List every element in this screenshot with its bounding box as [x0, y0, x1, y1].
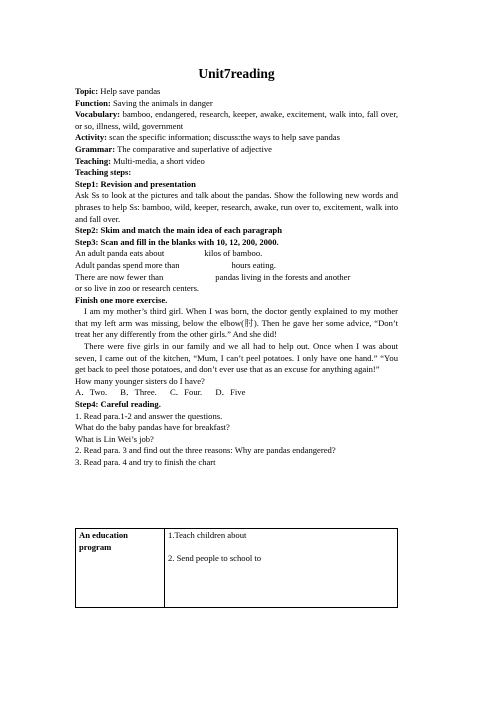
exercise-paragraph-1: I am my mother’s third girl. When I was born, the doctor gently explained to my mother that my left arm was missing, below the elbow(肘). Then he gave her some advice, “Don’t treat her any differently from the other girls.” And she did!: [75, 306, 398, 340]
option-a[interactable]: A．Two.: [75, 387, 108, 398]
step3-line4: or so live in zoo or research centers.: [75, 283, 200, 294]
option-b[interactable]: B．Three.: [120, 387, 157, 398]
step4-item2: 2. Read para. 3 and find out the three reasons: Why are pandas endangered?: [75, 445, 336, 456]
step3-heading-text: Step3: Scan and fill in the blanks with 10, 12, 200, 2000.: [75, 236, 279, 247]
topic-text: Help save pandas: [98, 86, 161, 96]
step1-heading: [75, 179, 398, 191]
vocabulary-line: [75, 109, 398, 132]
grammar-text: The comparative and superlative of adjective: [115, 143, 272, 154]
step3-line2-end: hours eating.: [231, 259, 276, 270]
step3-heading: [75, 237, 398, 249]
topic-line: [75, 86, 398, 98]
option-d[interactable]: D．Five: [215, 387, 246, 398]
topic-label: Topic:: [75, 86, 99, 96]
table-cell-actions: [165, 529, 398, 608]
step3-line2-start: Adult pandas spend more than: [75, 259, 180, 270]
vocabulary-label: Vocabulary:: [75, 109, 121, 120]
function-line: [75, 98, 398, 110]
step2-heading-text: Step2: Skim and match the main idea of each paragraph: [75, 225, 282, 236]
step4-question1: What do the baby pandas have for breakfast?: [75, 422, 230, 433]
teaching-steps-heading: [75, 167, 398, 179]
step4-item3: 3. Read para. 4 and try to finish the chart: [75, 457, 216, 467]
step4-question2: What is Lin Wei’s job?: [75, 433, 154, 444]
activity-label: Activity:: [75, 132, 107, 143]
exercise-heading-text: Finish one more exercise.: [75, 294, 168, 305]
step3-line1: [75, 248, 398, 260]
table-cell-program: An education program: [76, 529, 165, 608]
exercise-options: [75, 387, 398, 399]
action-1: 1.Teach children about: [168, 530, 247, 540]
grammar-label: Grammar:: [75, 143, 116, 154]
activity-line: [75, 132, 398, 144]
step2-heading: [75, 225, 398, 237]
step4-item1: 1. Read para.1-2 and answer the questions.: [75, 410, 223, 421]
step3-line2: [75, 260, 398, 272]
option-c[interactable]: C．Four.: [169, 387, 203, 398]
step3-line3-start: There are now fewer than: [75, 271, 164, 282]
lesson-plan-body: [75, 86, 398, 469]
activity-text: scan the specific information; discuss:the ways to help save pandas: [106, 132, 340, 143]
exercise-question: How many younger sisters do I have?: [75, 375, 205, 386]
education-program-table: [75, 528, 398, 608]
teaching-steps-label: Teaching steps:: [75, 167, 132, 178]
function-text: Saving the animals in danger: [110, 97, 213, 108]
table-row: [76, 529, 398, 608]
teaching-text: Multi-media, a short video: [110, 155, 205, 166]
page-title: Unit7reading: [198, 66, 275, 81]
step4-heading: [75, 399, 398, 411]
step3-line3: [75, 272, 398, 284]
teaching-label: Teaching:: [75, 155, 111, 166]
step3-line3-end: pandas living in the forests and another: [215, 271, 351, 282]
function-label: Function:: [75, 97, 111, 108]
exercise-paragraph-2: There were five girls in our family and we all had to help out. Once when I was about seven, I came out of the kitchen, “Mum, I can’t peel potatoes. I only have one hand.” “You get back to peel those potatoes, and don’t ever use that as an excuse for anything again!”: [75, 341, 398, 375]
step1-text: Ask Ss to look at the pictures and talk about the pandas. Show the following new words and phrases to help Ss: bamboo, wild, keeper, research, awake, run over to, excitement, walk into and fall over.: [75, 190, 398, 224]
step3-line1-start: An adult panda eats about: [75, 248, 165, 259]
exercise-heading: [75, 295, 398, 307]
action-2: 2. Send people to school to: [168, 552, 262, 563]
step1-heading-text: Step1: Revision and presentation: [75, 178, 196, 189]
grammar-line: [75, 144, 398, 156]
teaching-line: [75, 156, 398, 168]
step4-heading-text: Step4: Careful reading.: [75, 399, 161, 410]
vocabulary-text: bamboo, endangered, research, keeper, awake, excitement, walk into, fall over, or so, illness, wild, government: [75, 109, 398, 131]
step3-line1-end: kilos of bamboo.: [204, 248, 263, 259]
